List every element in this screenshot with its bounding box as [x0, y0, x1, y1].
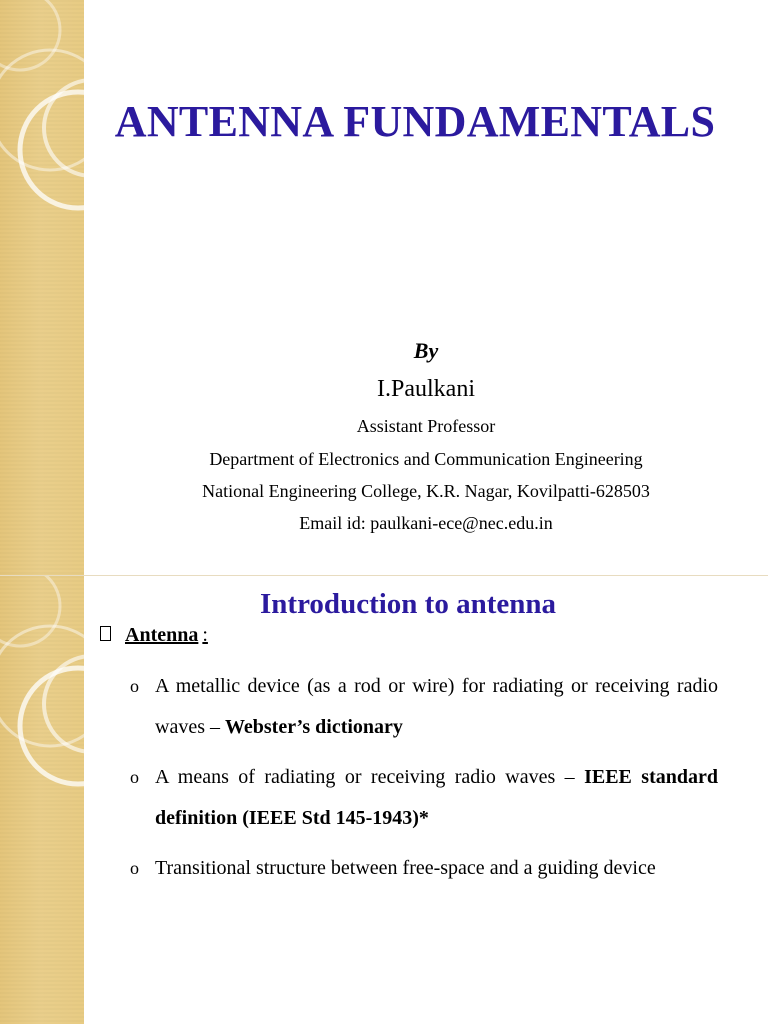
- definition-text: Transitional structure between free-space and a guiding device: [155, 857, 656, 879]
- definition-bullet: [130, 666, 718, 748]
- presentation-title: ANTENNA FUNDAMENTALS: [114, 97, 716, 146]
- antenna-heading-label: Antenna: [125, 624, 199, 646]
- author-department: Department of Electronics and Communication Engineering: [209, 449, 643, 469]
- author-email: Email id: paulkani-ece@nec.edu.in: [299, 513, 553, 533]
- by-label: By: [413, 338, 439, 363]
- checkbox-bullet-icon: [100, 626, 111, 641]
- circle-bullet-icon: o: [130, 858, 139, 878]
- author-college: National Engineering College, K.R. Nagar, Kovilpatti-628503: [202, 481, 650, 501]
- definition-text: A means of radiating or receiving radio waves –: [155, 766, 585, 788]
- definition-bullet: [130, 757, 718, 839]
- circle-bullet-icon: o: [130, 676, 139, 696]
- definition-text: A metallic device (as a rod or wire) for radiating or receiving radio waves –: [155, 675, 718, 738]
- slide-title: Introduction to antenna: [260, 588, 556, 620]
- definition-source: Webster’s dictionary: [224, 716, 403, 738]
- definition-bullet: [130, 848, 718, 889]
- author-name: I.Paulkani: [377, 376, 475, 402]
- circle-bullet-icon: o: [130, 767, 139, 787]
- author-designation: Assistant Professor: [356, 416, 496, 436]
- definition-source: IEEE standard definition (IEEE Std 145-1943)*: [155, 766, 718, 829]
- antenna-heading-colon: :: [202, 624, 208, 646]
- intro-slide: [0, 576, 768, 1024]
- antenna-heading: [100, 624, 208, 647]
